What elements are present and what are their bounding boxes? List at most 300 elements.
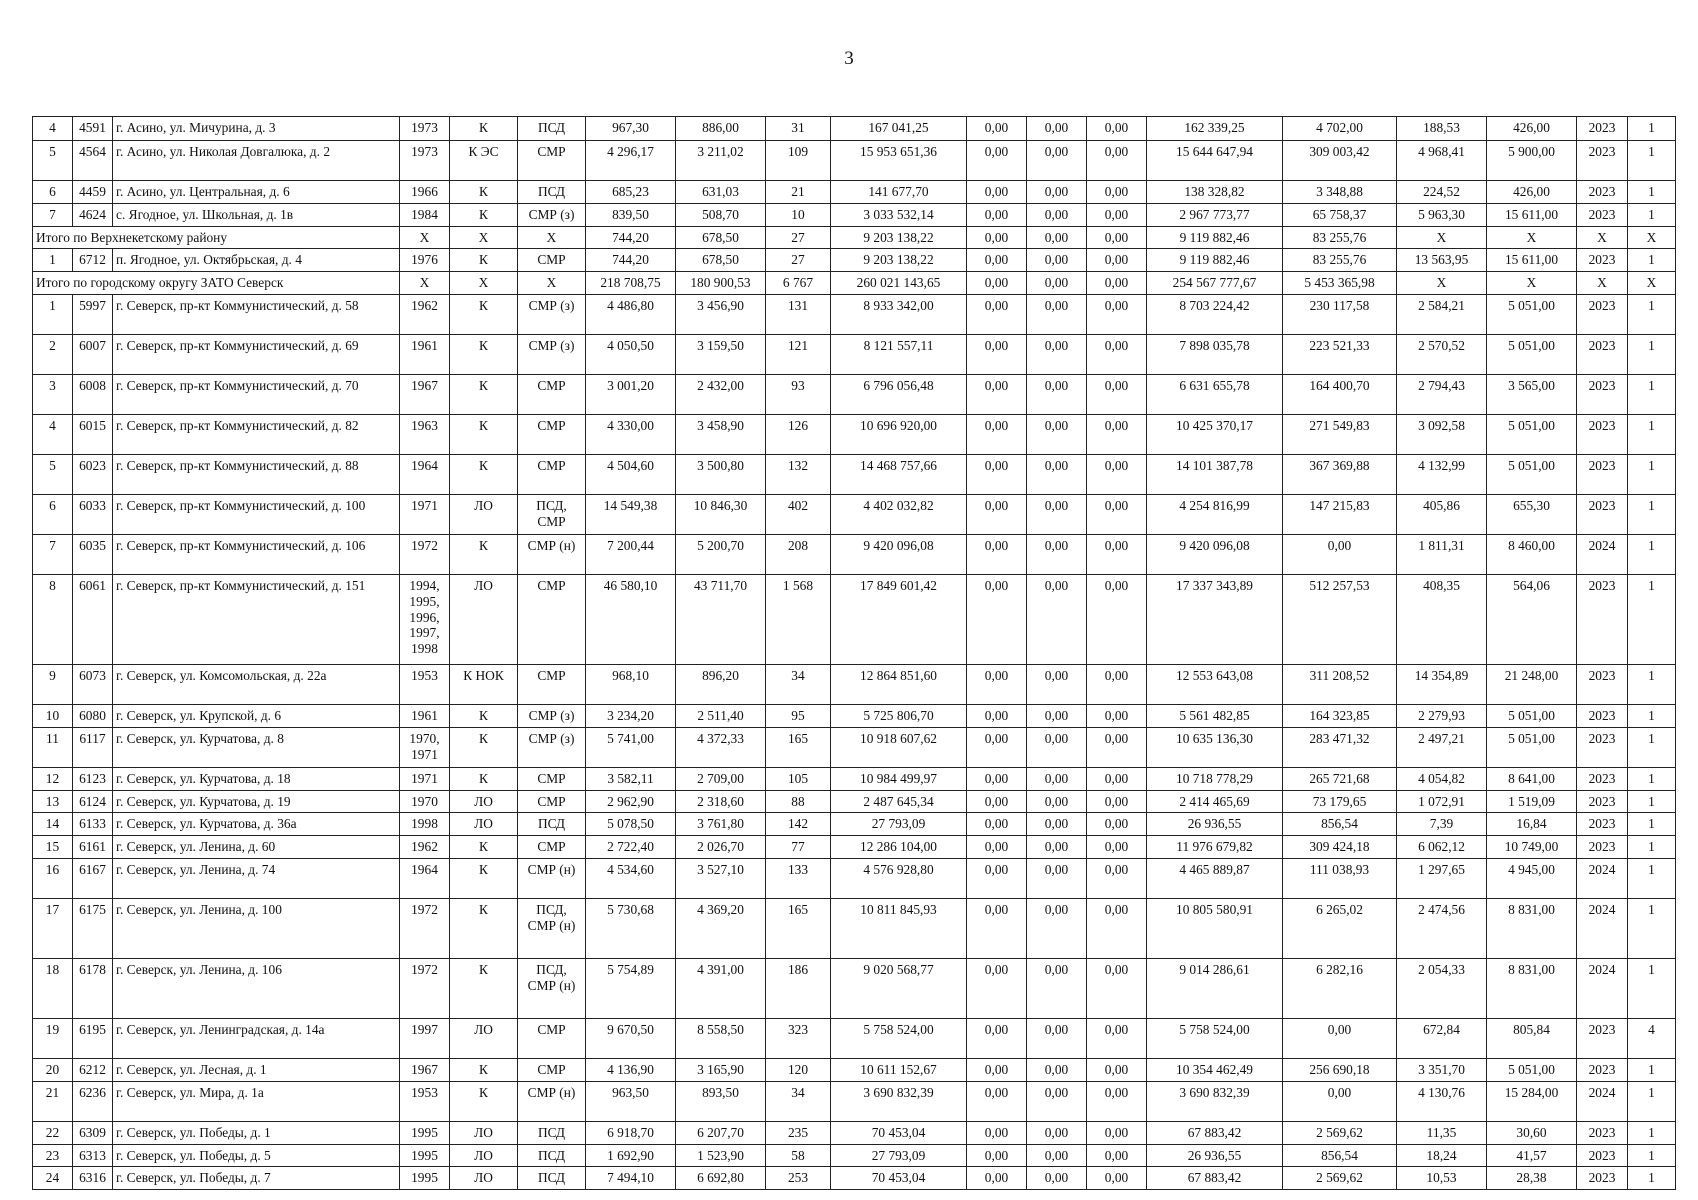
cell-residents: 34	[766, 1081, 831, 1121]
cell-max-cost-per-sqm: 8 831,00	[1487, 958, 1577, 1018]
cell-build-year: 1995	[400, 1121, 450, 1144]
cell-stage-count: 1	[1628, 574, 1676, 664]
cell-area-total: 839,50	[586, 203, 676, 226]
cell-fund-federal: 0,00	[967, 858, 1027, 898]
cell-fund-owners: 10 805 580,91	[1147, 898, 1283, 958]
cell-fund-other: 147 215,83	[1283, 494, 1397, 534]
cell-work-stage: СМР	[518, 414, 586, 454]
cell-fund-regional: 0,00	[1027, 898, 1087, 958]
cell-build-year: 1962	[400, 294, 450, 334]
cell-fund-federal: 0,00	[967, 374, 1027, 414]
cell-fund-owners: 5 758 524,00	[1147, 1018, 1283, 1058]
cell-work-stage: ПСД	[518, 1167, 586, 1190]
cell-fund-regional: 0,00	[1027, 334, 1087, 374]
cell-row-number: 12	[33, 767, 73, 790]
cell-row-number: 19	[33, 1018, 73, 1058]
table-row	[33, 181, 1676, 204]
cell-stage-count: 1	[1628, 727, 1676, 767]
cell-area-total: 9 670,50	[586, 1018, 676, 1058]
cell-work-stage: X	[518, 226, 586, 249]
cell-work-type: К	[450, 767, 518, 790]
cell-fund-owners: 9 119 882,46	[1147, 249, 1283, 272]
cell-area-living: 678,50	[676, 226, 766, 249]
cell-fund-regional: 0,00	[1027, 574, 1087, 664]
cell-fund-local: 0,00	[1087, 226, 1147, 249]
cell-fund-local: 0,00	[1087, 454, 1147, 494]
cell-area-living: 6 692,80	[676, 1167, 766, 1190]
cell-row-number: 6	[33, 181, 73, 204]
cell-cost-per-sqm: 18,24	[1397, 1144, 1487, 1167]
cell-residents: 77	[766, 836, 831, 859]
cell-address: г. Северск, пр-кт Коммунистический, д. 151	[113, 574, 400, 664]
cell-area-living: 3 211,02	[676, 141, 766, 181]
cell-build-year: 1953	[400, 1081, 450, 1121]
cell-residents: 93	[766, 374, 831, 414]
cell-fund-federal: 0,00	[967, 898, 1027, 958]
cell-max-cost-per-sqm: 41,57	[1487, 1144, 1577, 1167]
cell-work-stage: СМР	[518, 141, 586, 181]
cell-residents: 1 568	[766, 574, 831, 664]
cell-plan-year: 2023	[1577, 790, 1628, 813]
cell-fund-local: 0,00	[1087, 1144, 1147, 1167]
cell-plan-year: X	[1577, 272, 1628, 295]
cell-cost-total: 3 033 532,14	[831, 203, 967, 226]
cell-cost-total: 10 611 152,67	[831, 1058, 967, 1081]
cell-fund-federal: 0,00	[967, 494, 1027, 534]
cell-stage-count: 1	[1628, 664, 1676, 704]
cell-area-total: 3 582,11	[586, 767, 676, 790]
cell-cost-per-sqm: 4 130,76	[1397, 1081, 1487, 1121]
cell-building-id: 6015	[73, 414, 113, 454]
cell-work-type: ЛО	[450, 1144, 518, 1167]
cell-plan-year: 2023	[1577, 727, 1628, 767]
cell-row-number: 22	[33, 1121, 73, 1144]
cell-fund-local: 0,00	[1087, 294, 1147, 334]
cell-address: г. Асино, ул. Мичурина, д. 3	[113, 117, 400, 141]
cell-area-total: 744,20	[586, 226, 676, 249]
cell-fund-other: 73 179,65	[1283, 790, 1397, 813]
cell-area-total: 4 050,50	[586, 334, 676, 374]
table-row	[33, 334, 1676, 374]
cell-plan-year: 2023	[1577, 141, 1628, 181]
cell-cost-per-sqm: 6 062,12	[1397, 836, 1487, 859]
cell-area-total: 968,10	[586, 664, 676, 704]
cell-max-cost-per-sqm: 426,00	[1487, 117, 1577, 141]
cell-fund-regional: 0,00	[1027, 1144, 1087, 1167]
cell-work-type: ЛО	[450, 790, 518, 813]
cell-cost-per-sqm: 2 279,93	[1397, 704, 1487, 727]
cell-build-year: 1972	[400, 958, 450, 1018]
cell-fund-regional: 0,00	[1027, 1018, 1087, 1058]
cell-fund-local: 0,00	[1087, 727, 1147, 767]
cell-residents: 132	[766, 454, 831, 494]
cell-cost-per-sqm: 11,35	[1397, 1121, 1487, 1144]
cell-address: п. Ягодное, ул. Октябрьская, д. 4	[113, 249, 400, 272]
cell-max-cost-per-sqm: 5 051,00	[1487, 294, 1577, 334]
cell-fund-local: 0,00	[1087, 1167, 1147, 1190]
cell-row-number: 20	[33, 1058, 73, 1081]
cell-area-living: 886,00	[676, 117, 766, 141]
cell-build-year: 1970, 1971	[400, 727, 450, 767]
cell-max-cost-per-sqm: 805,84	[1487, 1018, 1577, 1058]
cell-fund-local: 0,00	[1087, 374, 1147, 414]
cell-cost-total: 8 933 342,00	[831, 294, 967, 334]
cell-fund-local: 0,00	[1087, 790, 1147, 813]
cell-build-year: 1995	[400, 1167, 450, 1190]
cell-fund-regional: 0,00	[1027, 790, 1087, 813]
cell-plan-year: 2024	[1577, 1081, 1628, 1121]
cell-fund-local: 0,00	[1087, 836, 1147, 859]
cell-plan-year: 2023	[1577, 494, 1628, 534]
cell-residents: 165	[766, 727, 831, 767]
cell-row-number: 6	[33, 494, 73, 534]
cell-fund-other: 367 369,88	[1283, 454, 1397, 494]
cell-work-type: К	[450, 1058, 518, 1081]
cell-max-cost-per-sqm: 10 749,00	[1487, 836, 1577, 859]
cell-area-living: 508,70	[676, 203, 766, 226]
cell-stage-count: 1	[1628, 249, 1676, 272]
cell-stage-count: 1	[1628, 374, 1676, 414]
cell-build-year: 1964	[400, 858, 450, 898]
cell-fund-local: 0,00	[1087, 664, 1147, 704]
cell-building-id: 6023	[73, 454, 113, 494]
cell-fund-owners: 10 635 136,30	[1147, 727, 1283, 767]
cell-fund-federal: 0,00	[967, 117, 1027, 141]
cell-area-total: 4 136,90	[586, 1058, 676, 1081]
cell-fund-local: 0,00	[1087, 574, 1147, 664]
cell-plan-year: 2024	[1577, 898, 1628, 958]
cell-building-id: 6167	[73, 858, 113, 898]
cell-area-total: 46 580,10	[586, 574, 676, 664]
cell-work-type: ЛО	[450, 494, 518, 534]
cell-area-living: 896,20	[676, 664, 766, 704]
cell-fund-regional: 0,00	[1027, 664, 1087, 704]
cell-build-year: 1962	[400, 836, 450, 859]
cell-building-id: 6008	[73, 374, 113, 414]
cell-area-living: 3 527,10	[676, 858, 766, 898]
cell-stage-count: 1	[1628, 534, 1676, 574]
cell-fund-regional: 0,00	[1027, 141, 1087, 181]
cell-area-living: 2 511,40	[676, 704, 766, 727]
cell-cost-total: 17 849 601,42	[831, 574, 967, 664]
cell-fund-local: 0,00	[1087, 117, 1147, 141]
cell-building-id: 6007	[73, 334, 113, 374]
cell-row-number: 23	[33, 1144, 73, 1167]
cell-fund-owners: 9 014 286,61	[1147, 958, 1283, 1018]
cell-fund-other: 856,54	[1283, 1144, 1397, 1167]
cell-fund-owners: 162 339,25	[1147, 117, 1283, 141]
cell-work-stage: СМР	[518, 454, 586, 494]
cell-stage-count: 1	[1628, 767, 1676, 790]
cell-building-id: 6133	[73, 813, 113, 836]
cell-fund-federal: 0,00	[967, 1167, 1027, 1190]
total-row	[33, 272, 1676, 295]
cell-area-total: 963,50	[586, 1081, 676, 1121]
cell-fund-owners: 26 936,55	[1147, 813, 1283, 836]
cell-work-stage: ПСД	[518, 1121, 586, 1144]
cell-fund-federal: 0,00	[967, 704, 1027, 727]
cell-fund-federal: 0,00	[967, 1121, 1027, 1144]
cell-work-type: К	[450, 181, 518, 204]
cell-work-type: К	[450, 958, 518, 1018]
cell-fund-local: 0,00	[1087, 272, 1147, 295]
cell-fund-local: 0,00	[1087, 249, 1147, 272]
cell-cost-total: 4 576 928,80	[831, 858, 967, 898]
cell-stage-count: 1	[1628, 1081, 1676, 1121]
cell-fund-local: 0,00	[1087, 704, 1147, 727]
cell-area-living: 5 200,70	[676, 534, 766, 574]
cell-fund-owners: 8 703 224,42	[1147, 294, 1283, 334]
cell-address: г. Северск, ул. Ленина, д. 100	[113, 898, 400, 958]
table-row	[33, 117, 1676, 141]
cell-fund-owners: 5 561 482,85	[1147, 704, 1283, 727]
cell-plan-year: 2023	[1577, 704, 1628, 727]
cell-residents: 21	[766, 181, 831, 204]
cell-build-year: 1963	[400, 414, 450, 454]
table-row	[33, 374, 1676, 414]
cell-build-year: 1995	[400, 1144, 450, 1167]
cell-residents: 120	[766, 1058, 831, 1081]
cell-plan-year: 2023	[1577, 294, 1628, 334]
cell-residents: 105	[766, 767, 831, 790]
cell-address: г. Северск, ул. Мира, д. 1а	[113, 1081, 400, 1121]
cell-fund-other: 271 549,83	[1283, 414, 1397, 454]
cell-residents: 31	[766, 117, 831, 141]
cell-building-id: 6061	[73, 574, 113, 664]
cell-fund-regional: 0,00	[1027, 226, 1087, 249]
cell-cost-total: 3 690 832,39	[831, 1081, 967, 1121]
table-row	[33, 494, 1676, 534]
cell-cost-per-sqm: X	[1397, 226, 1487, 249]
cell-fund-federal: 0,00	[967, 813, 1027, 836]
cell-fund-regional: 0,00	[1027, 181, 1087, 204]
cell-fund-local: 0,00	[1087, 141, 1147, 181]
cell-fund-federal: 0,00	[967, 272, 1027, 295]
cell-fund-owners: 10 354 462,49	[1147, 1058, 1283, 1081]
cell-stage-count: 1	[1628, 958, 1676, 1018]
cell-max-cost-per-sqm: 5 051,00	[1487, 414, 1577, 454]
cell-residents: 235	[766, 1121, 831, 1144]
cell-max-cost-per-sqm: 426,00	[1487, 181, 1577, 204]
cell-fund-other: 230 117,58	[1283, 294, 1397, 334]
cell-area-total: 5 730,68	[586, 898, 676, 958]
cell-building-id: 6080	[73, 704, 113, 727]
table-row	[33, 836, 1676, 859]
cell-fund-regional: 0,00	[1027, 249, 1087, 272]
cell-address: г. Асино, ул. Николая Довгалюка, д. 2	[113, 141, 400, 181]
cell-row-number: 5	[33, 454, 73, 494]
cell-plan-year: 2023	[1577, 374, 1628, 414]
cell-area-total: 2 722,40	[586, 836, 676, 859]
cell-fund-other: 65 758,37	[1283, 203, 1397, 226]
cell-address: г. Северск, пр-кт Коммунистический, д. 70	[113, 374, 400, 414]
cell-residents: 186	[766, 958, 831, 1018]
cell-max-cost-per-sqm: 15 611,00	[1487, 203, 1577, 226]
cell-cost-per-sqm: 672,84	[1397, 1018, 1487, 1058]
table-row	[33, 414, 1676, 454]
cell-fund-local: 0,00	[1087, 203, 1147, 226]
cell-max-cost-per-sqm: 5 051,00	[1487, 1058, 1577, 1081]
cell-cost-total: 260 021 143,65	[831, 272, 967, 295]
cell-row-number: 16	[33, 858, 73, 898]
cell-stage-count: 1	[1628, 117, 1676, 141]
cell-fund-local: 0,00	[1087, 181, 1147, 204]
cell-fund-local: 0,00	[1087, 1121, 1147, 1144]
cell-address: г. Асино, ул. Центральная, д. 6	[113, 181, 400, 204]
cell-cost-per-sqm: 2 497,21	[1397, 727, 1487, 767]
cell-fund-local: 0,00	[1087, 898, 1147, 958]
cell-building-id: 6124	[73, 790, 113, 813]
total-label: Итого по Верхнекетскому району	[33, 226, 400, 249]
cell-building-id: 4459	[73, 181, 113, 204]
cell-fund-owners: 14 101 387,78	[1147, 454, 1283, 494]
cell-build-year: 1984	[400, 203, 450, 226]
cell-work-stage: СМР	[518, 1058, 586, 1081]
cell-build-year: 1967	[400, 374, 450, 414]
cell-stage-count: 1	[1628, 858, 1676, 898]
cell-fund-federal: 0,00	[967, 664, 1027, 704]
cell-stage-count: 4	[1628, 1018, 1676, 1058]
cell-fund-local: 0,00	[1087, 494, 1147, 534]
table-row	[33, 790, 1676, 813]
cell-cost-per-sqm: 14 354,89	[1397, 664, 1487, 704]
cell-fund-regional: 0,00	[1027, 294, 1087, 334]
cell-fund-regional: 0,00	[1027, 1081, 1087, 1121]
cell-area-living: 2 432,00	[676, 374, 766, 414]
cell-fund-owners: 67 883,42	[1147, 1121, 1283, 1144]
cell-fund-other: 3 348,88	[1283, 181, 1397, 204]
cell-stage-count: 1	[1628, 334, 1676, 374]
cell-cost-per-sqm: 10,53	[1397, 1167, 1487, 1190]
cell-work-stage: СМР (н)	[518, 858, 586, 898]
cell-fund-other: 856,54	[1283, 813, 1397, 836]
cell-work-stage: СМР (н)	[518, 534, 586, 574]
cell-residents: 109	[766, 141, 831, 181]
cell-fund-federal: 0,00	[967, 454, 1027, 494]
cell-stage-count: 1	[1628, 494, 1676, 534]
cell-area-total: 4 296,17	[586, 141, 676, 181]
cell-area-total: 6 918,70	[586, 1121, 676, 1144]
cell-fund-local: 0,00	[1087, 1018, 1147, 1058]
cell-work-type: К	[450, 294, 518, 334]
cell-fund-regional: 0,00	[1027, 1058, 1087, 1081]
cell-address: г. Северск, пр-кт Коммунистический, д. 88	[113, 454, 400, 494]
cell-cost-per-sqm: 1 072,91	[1397, 790, 1487, 813]
cell-stage-count: X	[1628, 226, 1676, 249]
cell-address: г. Северск, ул. Ленина, д. 106	[113, 958, 400, 1018]
cell-cost-per-sqm: 1 297,65	[1397, 858, 1487, 898]
cell-build-year: 1970	[400, 790, 450, 813]
cell-fund-other: 2 569,62	[1283, 1121, 1397, 1144]
total-label: Итого по городскому округу ЗАТО Северск	[33, 272, 400, 295]
cell-building-id: 6309	[73, 1121, 113, 1144]
cell-area-total: 5 078,50	[586, 813, 676, 836]
cell-fund-other: 2 569,62	[1283, 1167, 1397, 1190]
cell-fund-other: 83 255,76	[1283, 226, 1397, 249]
cell-stage-count: 1	[1628, 294, 1676, 334]
cell-plan-year: 2023	[1577, 1018, 1628, 1058]
cell-area-living: 2 318,60	[676, 790, 766, 813]
cell-cost-per-sqm: 7,39	[1397, 813, 1487, 836]
cell-residents: 58	[766, 1144, 831, 1167]
cell-fund-owners: 10 718 778,29	[1147, 767, 1283, 790]
cell-cost-total: 5 758 524,00	[831, 1018, 967, 1058]
table-row	[33, 294, 1676, 334]
cell-cost-total: 27 793,09	[831, 813, 967, 836]
cell-area-total: 5 754,89	[586, 958, 676, 1018]
cell-cost-per-sqm: 5 963,30	[1397, 203, 1487, 226]
cell-work-stage: СМР (з)	[518, 704, 586, 727]
cell-cost-per-sqm: 2 794,43	[1397, 374, 1487, 414]
page-number: 3	[844, 48, 854, 69]
cell-fund-federal: 0,00	[967, 727, 1027, 767]
cell-fund-local: 0,00	[1087, 958, 1147, 1018]
cell-max-cost-per-sqm: 5 051,00	[1487, 727, 1577, 767]
cell-area-living: 2 709,00	[676, 767, 766, 790]
cell-fund-federal: 0,00	[967, 334, 1027, 374]
cell-work-type: К	[450, 727, 518, 767]
cell-fund-other: 223 521,33	[1283, 334, 1397, 374]
cell-fund-federal: 0,00	[967, 249, 1027, 272]
cell-max-cost-per-sqm: 16,84	[1487, 813, 1577, 836]
cell-cost-total: 10 984 499,97	[831, 767, 967, 790]
cell-building-id: 6073	[73, 664, 113, 704]
cell-build-year: 1997	[400, 1018, 450, 1058]
cell-work-stage: СМР (н)	[518, 1081, 586, 1121]
cell-max-cost-per-sqm: 15 284,00	[1487, 1081, 1577, 1121]
cell-max-cost-per-sqm: 4 945,00	[1487, 858, 1577, 898]
cell-stage-count: 1	[1628, 181, 1676, 204]
cell-build-year: 1953	[400, 664, 450, 704]
cell-fund-owners: 10 425 370,17	[1147, 414, 1283, 454]
cell-address: г. Северск, ул. Курчатова, д. 36а	[113, 813, 400, 836]
cell-area-living: 3 761,80	[676, 813, 766, 836]
cell-residents: 133	[766, 858, 831, 898]
table-row	[33, 1121, 1676, 1144]
cell-address: г. Северск, ул. Победы, д. 5	[113, 1144, 400, 1167]
cell-build-year: 1972	[400, 898, 450, 958]
cell-build-year: 1961	[400, 334, 450, 374]
cell-residents: 95	[766, 704, 831, 727]
cell-work-type: К	[450, 704, 518, 727]
cell-work-stage: СМР	[518, 664, 586, 704]
cell-plan-year: 2023	[1577, 836, 1628, 859]
cell-area-total: 4 330,00	[586, 414, 676, 454]
cell-fund-local: 0,00	[1087, 334, 1147, 374]
cell-fund-regional: 0,00	[1027, 858, 1087, 898]
cell-plan-year: 2023	[1577, 414, 1628, 454]
cell-fund-other: 164 323,85	[1283, 704, 1397, 727]
cell-building-id: 6178	[73, 958, 113, 1018]
cell-work-type: К	[450, 454, 518, 494]
cell-work-type: К	[450, 117, 518, 141]
cell-fund-local: 0,00	[1087, 767, 1147, 790]
cell-max-cost-per-sqm: 655,30	[1487, 494, 1577, 534]
cell-max-cost-per-sqm: 5 051,00	[1487, 454, 1577, 494]
cell-area-total: 1 692,90	[586, 1144, 676, 1167]
cell-address: г. Северск, пр-кт Коммунистический, д. 58	[113, 294, 400, 334]
cell-fund-regional: 0,00	[1027, 704, 1087, 727]
cell-fund-other: 6 265,02	[1283, 898, 1397, 958]
cell-address: г. Северск, пр-кт Коммунистический, д. 69	[113, 334, 400, 374]
cell-work-stage: СМР	[518, 249, 586, 272]
cell-building-id: 6117	[73, 727, 113, 767]
cell-work-stage: СМР (з)	[518, 727, 586, 767]
cell-building-id: 6161	[73, 836, 113, 859]
cell-residents: 6 767	[766, 272, 831, 295]
cell-fund-owners: 254 567 777,67	[1147, 272, 1283, 295]
cell-max-cost-per-sqm: X	[1487, 226, 1577, 249]
